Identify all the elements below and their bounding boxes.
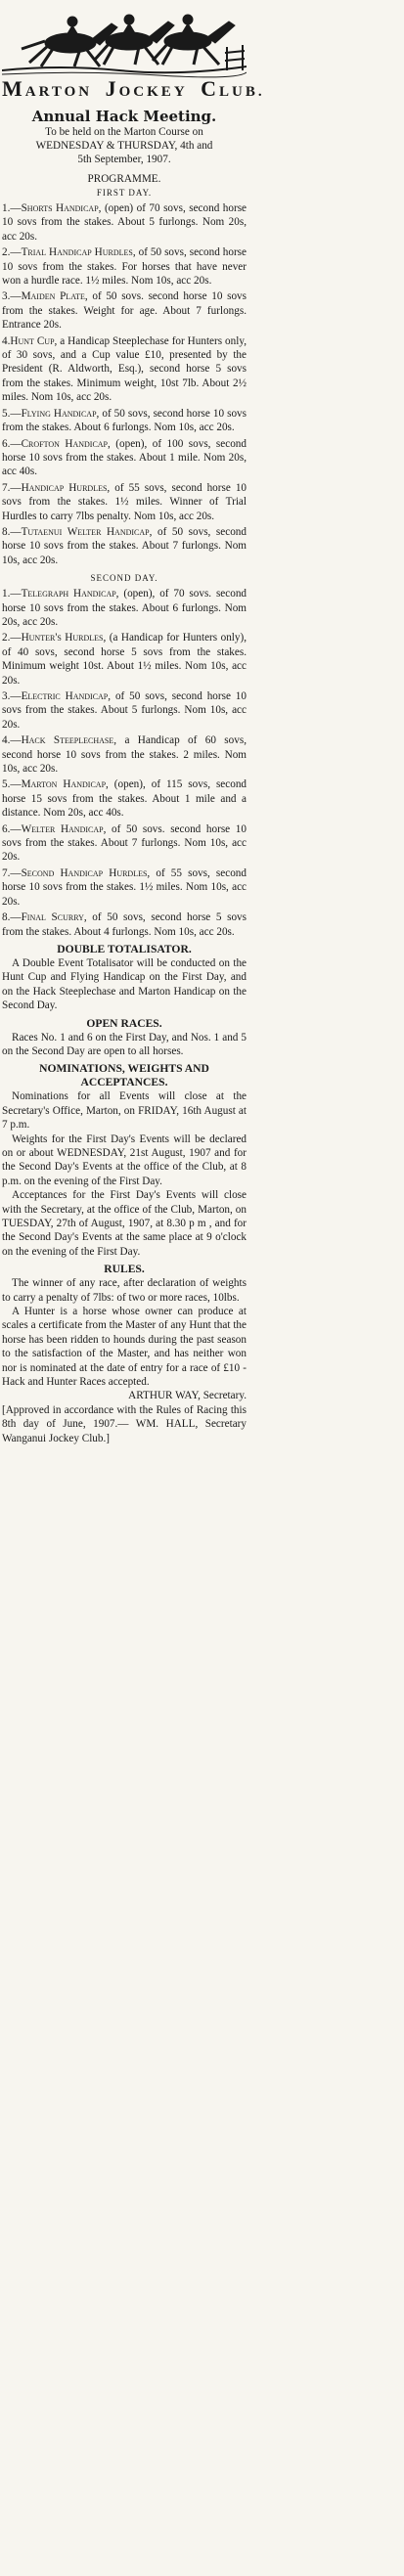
masthead [2,2,247,76]
rule-penalty: The winner of any race, after declaration of weights to carry a penalty of 7lbs: of two or more races, 10lbs. [2,1277,247,1304]
programme-heading: PROGRAMME. [87,173,161,185]
nominations-text: Nominations for all Events will close at the Secretary's Office, Marton, on FRIDAY, 16th August at 7 p.m. [2,1090,247,1132]
race-name: Hunt Cup, [10,334,58,347]
race-conditions: of 55 sovs, second horse 10 sovs from the stakes. 1½ miles. Winner of Trial Hurdles to carry 7lbs penalty. Nom 10s, acc 20s. [2,481,247,522]
race-number: 8.— [2,525,22,538]
race-name: Trial Handicap Hurdles, [21,246,136,259]
race-conditions: a Handicap of 60 sovs, second horse 10 sovs from the stakes. 2 miles. Nom 10s, acc 20s. [2,734,247,776]
venue-line: To be held on the Marton Course on [45,126,203,138]
first-day-races [2,201,247,567]
meeting-title: Annual Hack Meeting. [31,108,217,125]
race-conditions: (open), of 70 sovs. second horse 10 sovs from the stakes. About 6 furlongs. Nom 20s, acc 20s. [2,588,247,628]
rule-hunter: A Hunter is a horse whose owner can produce at scales a certificate from the Master of any Hunt that the horse has been ridden to hounds during the past season to the satisfaction of the Master, and has neither won nor is nominated at the date of entry for a race of £10 - Hack and Hunter Races accepted. [2,1306,247,1389]
totalisator-text: A Double Event Totalisator will be conducted on the Hunt Cup and Flying Handicap on the First Day, and on the Hack Steeplechase and Marton Handicap on the Second Day. [2,956,247,1012]
race-conditions: of 50 sovs. second horse 10 sovs from the stakes. About 7 furlongs. Nom 10s, acc 20s. [2,822,247,864]
nominations-heading: NOMINATIONS, WEIGHTS AND [39,1062,209,1076]
race-conditions: of 50 sovs. second horse 10 sovs from the stakes. Weight for age. About 7 furlongs. Entrance 20s. [2,290,247,332]
race-conditions: (open) of 70 sovs, second horse 10 sovs from the stakes. About 5 furlongs. Nom 20s, acc 20s. [2,202,247,243]
race-name: Hunter's Hurdles, [21,632,107,644]
second-day-races [2,587,247,939]
race-entry [2,733,247,776]
race-conditions: of 50 sovs, second horse 10 sovs from the stakes. For horses that have never won a hurdle race. 1½ miles. Nom 10s, acc 20s. [2,246,247,288]
race-name: Crofton Handicap, [21,437,111,450]
acceptances-heading: ACCEPTANCES. [80,1076,168,1089]
race-conditions: of 55 sovs, second horse 10 sovs from the stakes. 1½ miles. Nom 10s, acc 20s. [2,866,247,908]
race-entry [2,407,247,435]
totalisator-heading: DOUBLE TOTALISATOR. [57,942,192,955]
race-number: 3.— [2,290,22,303]
race-number: 2.— [2,246,22,259]
race-conditions: (open), of 100 sovs, second horse 10 sovs from the stakes. About 1 mile. Nom 20s, acc 40s. [2,437,247,478]
race-name: Tutaenui Welter Handicap, [21,525,153,538]
race-entry [2,525,247,567]
race-entry [2,334,247,405]
race-name: Marton Handicap, [21,778,109,791]
race-entry [2,245,247,288]
race-name: Shorts Handicap, [21,202,102,214]
race-number: 5.— [2,778,22,791]
race-entry [2,437,247,479]
race-number: 6.— [2,437,22,450]
dates-line-2: 5th September, 1907. [77,154,171,165]
advertisement [2,0,265,1445]
race-entry [2,289,247,332]
race-number: 4. [2,334,11,347]
race-number: 1.— [2,202,22,214]
race-number: 6.— [2,822,22,835]
race-conditions: of 50 sovs, second horse 10 sovs from the stakes. About 6 furlongs. Nom 10s, acc 20s. [2,407,247,434]
secretary-signature: ARTHUR WAY, Secretary. [128,1390,247,1402]
open-races-text: Races No. 1 and 6 on the First Day, and Nos. 1 and 5 on the Second Day are open to all horses. [2,1031,247,1057]
header [2,108,247,200]
race-conditions: (a Handicap for Hunters only), of 40 sovs, second horse 5 sovs from the stakes. Minimum weight 10st. About 1½ miles. Nom 10s, acc 20s. [2,632,247,687]
race-name: Second Handicap Hurdles, [21,866,151,879]
race-name: Maiden Plate, [21,290,88,303]
open-races-heading: OPEN RACES. [86,1016,162,1030]
race-name: Welter Handicap, [21,822,107,835]
race-entry [2,777,247,820]
race-number: 7.— [2,866,22,879]
second-day-heading: SECOND DAY. [90,573,158,584]
race-entry [2,587,247,629]
race-entry [2,201,247,244]
approval-note: [Approved in accordance with the Rules of Racing this 8th day of June, 1907.— WM. HALL, Secretary Wanganui Jockey Club.] [2,1403,247,1444]
race-name: Handicap Hurdles, [21,481,111,494]
race-number: 3.— [2,690,22,702]
race-number: 5.— [2,407,22,420]
race-entry [2,631,247,688]
race-entry [2,866,247,909]
race-conditions: a Handicap Steeplechase for Hunters only, of 30 sovs, and a Cup value £10, presented by the President (R. Aldworth, Esq.), second horse 5 sovs from the stakes. Minimum weight, 10st 7lb. About 2½ miles. Nom 10s, acc 20s. [2,334,247,404]
acceptances-text: Acceptances for the First Day's Events will close with the Secretary, at the office of the Club, Marton, on TUESDAY, 27th of August, 1907, at 8.30 p m , and for the Second Day's Events at the same place at 9 o'clock on the evening of the First Day. [2,1189,247,1258]
race-name: Final Scurry, [21,911,87,924]
race-entry [2,822,247,865]
race-number: 7.— [2,481,22,494]
racehorses-illustration [2,2,247,80]
race-conditions: of 50 sovs, second horse 10 sovs from the stakes. About 7 furlongs. Nom 10s, acc 20s. [2,525,247,566]
race-number: 4.— [2,734,22,747]
rules-heading: RULES. [104,1263,145,1276]
race-name: Electric Handicap, [21,690,112,702]
weights-text: Weights for the First Day's Events will be declared on or about WEDNESDAY, 21st August, 1907 and for the Second Day's Events at the office of the Club, at 8 p.m. on the evening of the First Day. [2,1133,247,1187]
race-name: Hack Steeplechase, [21,734,117,747]
first-day-heading: FIRST DAY. [96,188,153,198]
race-entry [2,689,247,732]
race-entry [2,481,247,523]
race-number: 1.— [2,588,22,600]
race-entry [2,910,247,939]
race-name: Telegraph Handicap, [21,588,119,600]
dates-line: WEDNESDAY & THURSDAY, 4th and [35,140,213,152]
race-conditions: of 50 sovs, second horse 5 sovs from the stakes. About 4 furlongs. Nom 10s, acc 20s. [2,911,247,938]
club-name: MARTON JOCKEY CLUB. [2,76,265,101]
race-conditions: of 50 sovs, second horse 10 sovs from the stakes. About 5 furlongs. Nom 10s, acc 20s. [2,690,247,731]
race-name: Flying Handicap, [21,407,100,420]
race-number: 2.— [2,632,22,644]
race-conditions: (open), of 115 sovs, second horse 15 sovs from the stakes. About 1 mile and a distance. Nom 20s, acc 40s. [2,778,247,820]
race-number: 8.— [2,911,22,924]
